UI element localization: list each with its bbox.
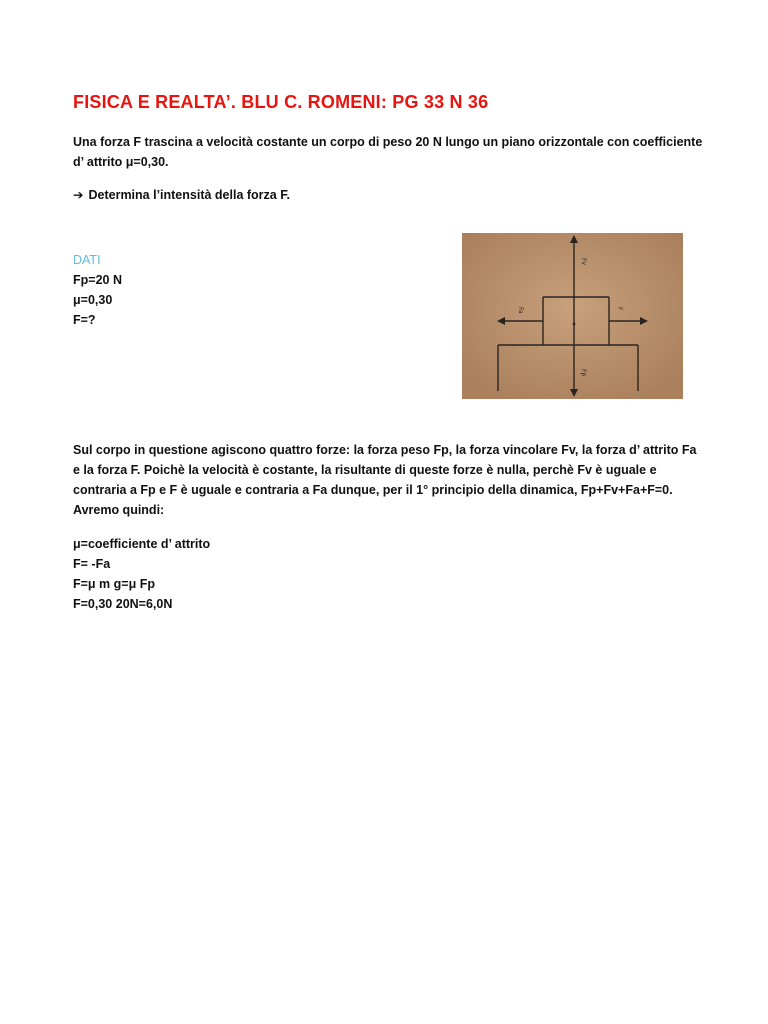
explanation-line-2: e la forza F. Poichè la velocità è costante, la risultante di queste forze è nulla, perchè Fv è uguale e — [73, 463, 657, 477]
explanation-line-4: Avremo quindi: — [73, 503, 165, 517]
question-line — [73, 185, 290, 205]
explanation-line-3: contraria a Fp e F è uguale e contraria a Fa dunque, per il 1° principio della dinamica, Fp+Fv+Fa+F=0. — [73, 483, 673, 497]
page-title: FISICA E REALTA’. BLU C. ROMENI: PG 33 N 36 — [73, 92, 489, 112]
equation-line-1: μ=coefficiente d’ attrito — [73, 537, 211, 551]
explanation-line-1: Sul corpo in questione agiscono quattro forze: la forza peso Fp, la forza vincolare Fv, la forza d’ attrito Fa — [73, 443, 697, 457]
dati-line-2: μ=0,30 — [73, 293, 113, 307]
label-f: F — [616, 307, 623, 311]
photo-background — [462, 233, 683, 399]
question-text: Determina l’intensità della forza F. — [88, 188, 290, 202]
problem-statement — [73, 132, 713, 172]
equation-line-3: F=μ m g=μ Fp — [73, 577, 155, 591]
force-diagram — [462, 233, 683, 399]
label-fa: Fa — [517, 307, 524, 314]
dati-line-3: F=? — [73, 313, 96, 327]
explanation — [73, 440, 713, 520]
equations — [73, 534, 210, 614]
label-fv: Fv — [580, 258, 587, 266]
dati-section — [73, 250, 122, 330]
equation-line-4: F=0,30 20N=6,0N — [73, 597, 173, 611]
label-fp: Fp — [580, 369, 587, 377]
dati-label: DATI — [73, 253, 101, 267]
force-diagram-photo — [462, 233, 683, 399]
arrow-right-icon: ➔ — [73, 188, 84, 202]
equation-line-2: F= -Fa — [73, 557, 111, 571]
problem-text-line-1: Una forza F trascina a velocità costante un corpo di peso 20 N lungo un piano orizzontale con coefficiente — [73, 135, 703, 149]
problem-text-line-2: d’ attrito μ=0,30. — [73, 155, 169, 169]
dati-line-1: Fp=20 N — [73, 273, 122, 287]
